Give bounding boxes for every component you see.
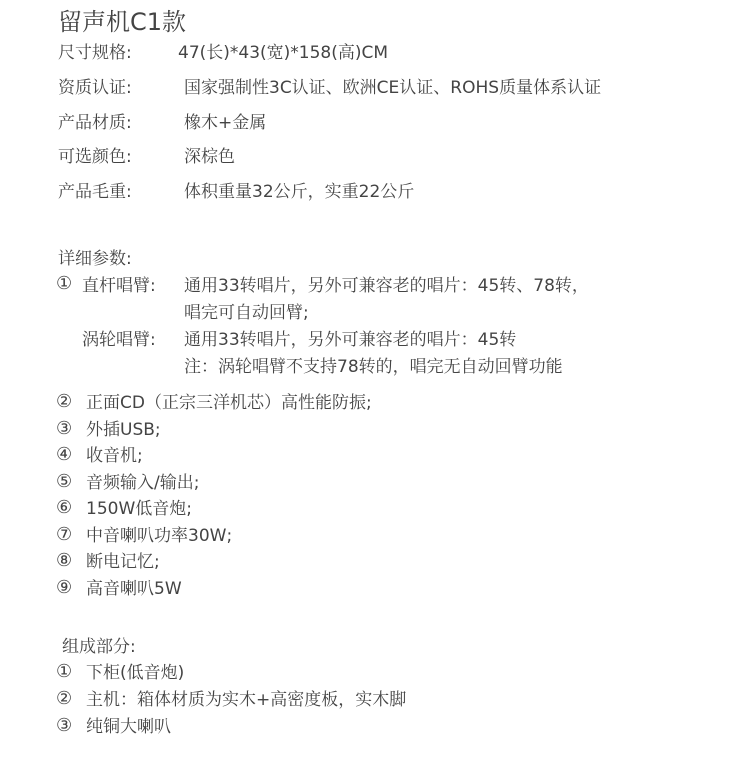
components-num-3: ③ bbox=[56, 715, 73, 736]
details-num-9: ⑨ bbox=[56, 577, 73, 598]
spec-value-material: 橡木+金属 bbox=[184, 113, 267, 133]
details-num-8: ⑧ bbox=[56, 550, 73, 571]
page-title: 留声机C1款 bbox=[58, 8, 187, 36]
details-num-7: ⑦ bbox=[56, 524, 73, 545]
details-item-3: 外插USB; bbox=[86, 420, 161, 440]
details-num-6: ⑥ bbox=[56, 497, 73, 518]
details-num-2: ② bbox=[56, 391, 73, 412]
details-num-5: ⑤ bbox=[56, 471, 73, 492]
spec-value-size: 47(长)*43(宽)*158(高)CM bbox=[178, 43, 389, 63]
spec-value-color: 深棕色 bbox=[184, 147, 235, 167]
components-item-1: 下柜(低音炮) bbox=[86, 663, 185, 683]
details-item-2: 正面CD（正宗三洋机芯）高性能防振; bbox=[86, 393, 372, 413]
spec-label-size: 尺寸规格: bbox=[58, 43, 132, 63]
components-item-3: 纯铜大喇叭 bbox=[86, 717, 171, 737]
arm2-note: 注：涡轮唱臂不支持78转的，唱完无自动回臂功能 bbox=[184, 357, 563, 377]
components-num-2: ② bbox=[56, 688, 73, 709]
spec-label-material: 产品材质: bbox=[58, 113, 132, 133]
details-item-4: 收音机; bbox=[86, 446, 143, 466]
details-item-7: 中音喇叭功率30W; bbox=[86, 526, 233, 546]
arm1-line2: 唱完可自动回臂; bbox=[184, 303, 309, 323]
details-item-6: 150W低音炮; bbox=[86, 499, 192, 519]
spec-value-weight: 体积重量32公斤，实重22公斤 bbox=[184, 182, 415, 202]
spec-label-weight: 产品毛重: bbox=[58, 182, 132, 202]
spec-label-color: 可选颜色: bbox=[58, 147, 132, 167]
arm1-label: 直杆唱臂: bbox=[82, 276, 156, 296]
spec-label-cert: 资质认证: bbox=[58, 78, 132, 98]
spec-value-cert: 国家强制性3C认证、欧洲CE认证、ROHS质量体系认证 bbox=[184, 78, 602, 98]
components-num-1: ① bbox=[56, 661, 73, 682]
details-num-3: ③ bbox=[56, 418, 73, 439]
details-item-9: 高音喇叭5W bbox=[86, 579, 182, 599]
arm2-line1: 通用33转唱片，另外可兼容老的唱片：45转 bbox=[184, 330, 517, 350]
components-heading: 组成部分: bbox=[62, 637, 136, 657]
details-item-5: 音频输入/输出; bbox=[86, 473, 200, 493]
arm2-label: 涡轮唱臂: bbox=[82, 330, 156, 350]
details-heading: 详细参数: bbox=[58, 249, 132, 269]
components-item-2: 主机：箱体材质为实木+高密度板，实木脚 bbox=[86, 690, 407, 710]
details-num-4: ④ bbox=[56, 444, 73, 465]
details-item-8: 断电记忆; bbox=[86, 552, 160, 572]
details-num-1: ① bbox=[56, 273, 73, 294]
arm1-line1: 通用33转唱片，另外可兼容老的唱片：45转、78转， bbox=[184, 276, 589, 296]
